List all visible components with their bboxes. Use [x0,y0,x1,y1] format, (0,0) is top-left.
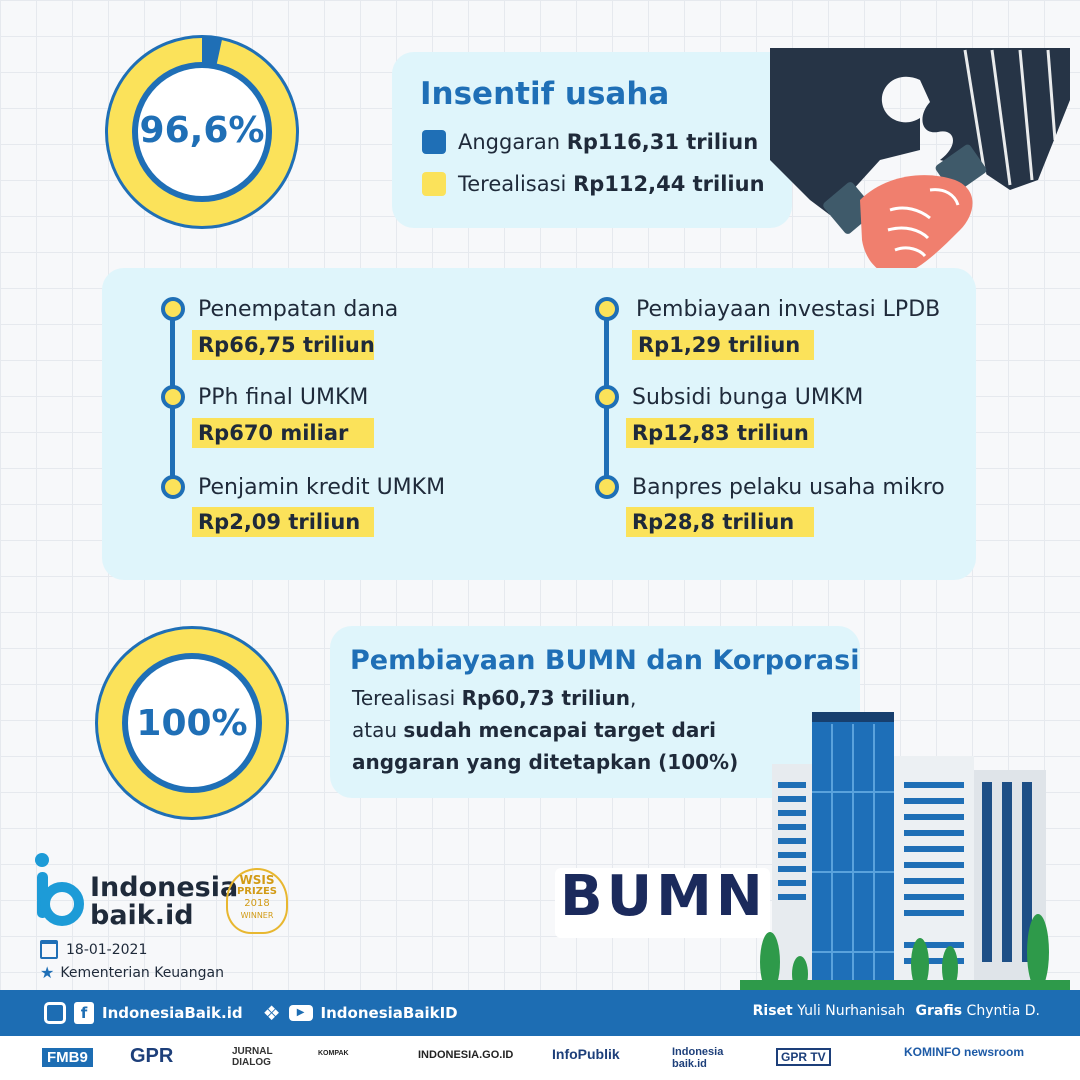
item-value: Rp12,83 triliun [626,418,814,448]
legend-swatch-yellow [422,172,446,196]
partner-logo: KOMINFO newsroom [904,1045,1025,1059]
instagram-icon[interactable] [44,1002,66,1024]
legend-anggaran [422,130,758,154]
bumn-line2-a: atau [352,718,404,742]
timeline-dot [161,385,185,409]
donut1-percent: 96,6% [139,110,265,151]
logo-line1: Indonesia [90,872,239,903]
legend-terealisasi-text [458,172,765,196]
bumn-line1-c: , [630,686,637,710]
legend-swatch-blue [422,130,446,154]
timeline-dot [161,297,185,321]
item-label: Pembiayaan investasi LPDB [636,297,941,322]
wsis-prize-4: WINNER [240,911,274,920]
social-row [44,1001,458,1025]
wsis-prize-3: 2018 [244,898,270,909]
social-handle-1[interactable]: IndonesiaBaik.id [102,1004,243,1022]
calendar-icon [40,940,58,959]
credits [753,1003,1040,1019]
timeline-dot [161,475,185,499]
partner-logo: GPR [130,1045,174,1067]
credit-riset-label: Riset [752,1003,793,1019]
item-value: Rp2,09 triliun [192,507,374,537]
legend-anggaran-value: Rp116,31 triliun [566,130,759,154]
partner-logo: FMB9 [42,1048,93,1067]
wsis-prize-badge [226,868,288,934]
wsis-prize-2: PRIZES [236,886,278,897]
youtube-icon[interactable]: ▶ [289,1005,313,1021]
indonesiabaik-logo-mark [34,852,86,928]
bumn-logo-text: BUMN [560,864,767,929]
date-row [40,940,147,959]
item-label: Penempatan dana [198,297,399,322]
buildings-illustration [740,712,1070,990]
partner-logo: GPR TV [776,1048,831,1066]
item-label: Banpres pelaku usaha mikro [632,475,945,500]
item-value: Rp670 miliar [192,418,374,448]
credit-grafis-label: Grafis [915,1003,963,1019]
legend-anggaran-text [458,130,758,154]
date-text: 18-01-2021 [66,941,148,958]
legend-terealisasi-label: Terealisasi [458,172,574,196]
credit-riset-name: Yuli Nurhanisah [797,1003,906,1019]
timeline-dot [595,475,619,499]
partner-logo: Indonesia baik.id [672,1046,724,1070]
timeline-dot [595,297,619,321]
bumn-line3: anggaran yang ditetapkan (100%) [352,750,739,774]
partner-logo: InfoPublik [552,1046,620,1062]
bumn-title: Pembiayaan BUMN dan Korporasi [350,645,860,676]
source-row [40,963,224,982]
facebook-icon[interactable]: f [74,1002,94,1024]
wsis-prize-1: WSIS [239,873,275,887]
logo-line2: baik.id [90,900,194,931]
insentif-title: Insentif usaha [420,76,670,112]
bumn-line1-b: Rp60,73 triliun [461,686,631,710]
handshake-illustration [770,40,1070,290]
bumn-line2-b: sudah mencapai target dari [403,718,717,742]
item-label: Subsidi bunga UMKM [632,385,864,410]
twitter-icon[interactable]: ❖ [262,1001,281,1025]
item-value: Rp1,29 triliun [632,330,814,360]
legend-terealisasi-value: Rp112,44 triliun [573,172,765,196]
item-label: Penjamin kredit UMKM [198,475,446,500]
bumn-line2 [352,718,716,742]
social-handle-2[interactable]: IndonesiaBaikID [320,1004,458,1022]
legend-anggaran-label: Anggaran [458,130,567,154]
partner-logo: KOMPAK [318,1050,349,1057]
item-label: PPh final UMKM [198,385,369,410]
item-value: Rp66,75 triliun [192,330,374,360]
source-text: Kementerian Keuangan [60,964,224,981]
timeline-dot [595,385,619,409]
donut2-percent: 100% [136,703,248,744]
bumn-line1-a: Terealisasi [352,686,462,710]
item-value: Rp28,8 triliun [626,507,814,537]
partner-logo: INDONESIA.GO.ID [418,1049,514,1061]
credit-grafis-name: Chyntia D. [966,1003,1040,1019]
partner-logo: JURNAL DIALOG [232,1046,273,1068]
legend-terealisasi [422,172,765,196]
bumn-line1 [352,686,636,710]
pin-icon: ★ [40,963,55,982]
